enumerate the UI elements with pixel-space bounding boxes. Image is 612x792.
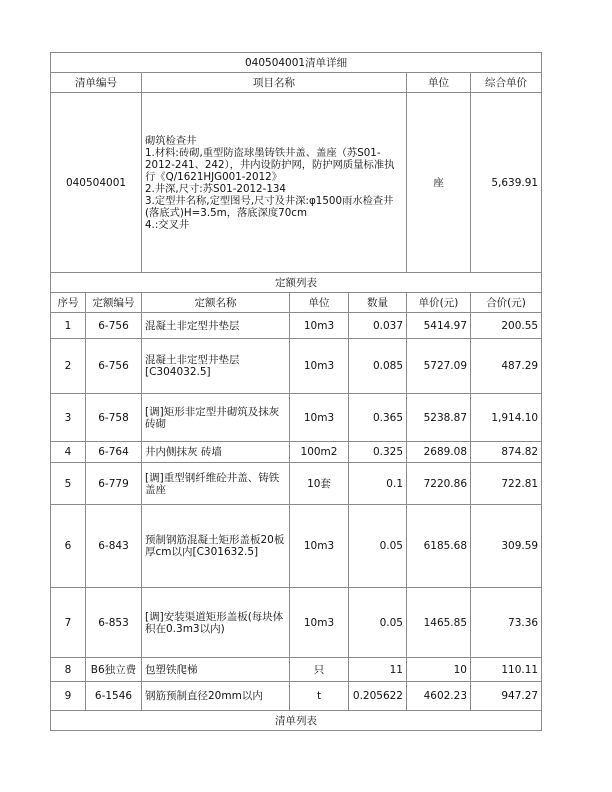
quota-header-unit: 单位	[290, 293, 349, 313]
list-item-row	[51, 93, 542, 273]
row-qty: 11	[349, 658, 407, 682]
desc-line: 4.:交叉井	[145, 218, 190, 231]
row-qty: 0.205622	[349, 682, 407, 711]
row-unit-price: 5727.09	[407, 339, 471, 394]
desc-line: 3.定型井名称,定型图号,尺寸及井深:φ1500雨水检查井(落底式)H=3.5m，落底深度70cm	[145, 194, 394, 219]
row-seq: 5	[51, 463, 86, 505]
quota-header-seq: 序号	[51, 293, 86, 313]
row-seq: 2	[51, 339, 86, 394]
quota-header-total: 合价(元)	[471, 293, 542, 313]
table-footer: 清单列表	[51, 711, 542, 731]
quota-title: 定额列表	[51, 273, 542, 293]
row-unit-price: 4602.23	[407, 682, 471, 711]
row-total: 200.55	[471, 313, 542, 339]
row-qty: 0.037	[349, 313, 407, 339]
row-code: 6-758	[86, 394, 142, 442]
desc-line: 2.井深,尺寸:苏S01-2012-134	[145, 182, 286, 195]
table-row	[51, 339, 542, 394]
row-unit: 只	[290, 658, 349, 682]
row-qty: 0.05	[349, 505, 407, 588]
row-seq: 3	[51, 394, 86, 442]
row-name: [调]安装渠道矩形盖板(每块体积在0.3m3以内)	[142, 588, 290, 658]
row-name: [调]重型钢纤维砼井盖、铸铁盖座	[142, 463, 290, 505]
table-title: 040504001清单详细	[51, 53, 542, 73]
row-unit: 10m3	[290, 394, 349, 442]
list-header-price: 综合单价	[471, 73, 542, 93]
quota-header-unit-price: 单价(元)	[407, 293, 471, 313]
row-unit-price: 6185.68	[407, 505, 471, 588]
table-row	[51, 442, 542, 463]
row-total: 947.27	[471, 682, 542, 711]
row-unit: 10套	[290, 463, 349, 505]
row-total: 110.11	[471, 658, 542, 682]
quota-header-code: 定额编号	[86, 293, 142, 313]
list-header-code: 清单编号	[51, 73, 142, 93]
row-name: 混凝土非定型井垫层 [C304032.5]	[142, 339, 290, 394]
table-row	[51, 658, 542, 682]
row-name: 井内侧抹灰 砖墙	[142, 442, 290, 463]
row-code: 6-853	[86, 588, 142, 658]
row-code: B6独立费	[86, 658, 142, 682]
table-row	[51, 588, 542, 658]
table-row	[51, 463, 542, 505]
row-unit-price: 1465.85	[407, 588, 471, 658]
row-unit: t	[290, 682, 349, 711]
row-qty: 0.365	[349, 394, 407, 442]
row-name: 钢筋预制直径20mm以内	[142, 682, 290, 711]
item-price: 5,639.91	[471, 93, 542, 273]
row-name: 包塑铁爬梯	[142, 658, 290, 682]
row-name: [调]矩形非定型井砌筑及抹灰 砖砌	[142, 394, 290, 442]
row-code: 6-756	[86, 339, 142, 394]
list-header-unit: 单位	[407, 73, 471, 93]
row-qty: 0.05	[349, 588, 407, 658]
row-qty: 0.085	[349, 339, 407, 394]
row-total: 73.36	[471, 588, 542, 658]
row-qty: 0.325	[349, 442, 407, 463]
list-header-name: 项目名称	[142, 73, 407, 93]
row-unit: 100m2	[290, 442, 349, 463]
row-qty: 0.1	[349, 463, 407, 505]
row-total: 309.59	[471, 505, 542, 588]
row-code: 6-1546	[86, 682, 142, 711]
row-total: 487.29	[471, 339, 542, 394]
item-code: 040504001	[51, 93, 142, 273]
row-seq: 6	[51, 505, 86, 588]
row-unit: 10m3	[290, 339, 349, 394]
row-unit-price: 5238.87	[407, 394, 471, 442]
quota-header-qty: 数量	[349, 293, 407, 313]
row-seq: 9	[51, 682, 86, 711]
table-row	[51, 313, 542, 339]
table-row	[51, 682, 542, 711]
row-seq: 4	[51, 442, 86, 463]
row-unit: 10m3	[290, 313, 349, 339]
item-unit: 座	[407, 93, 471, 273]
desc-line: 1.材料:砖砌,重型防盗球墨铸铁井盖、盖座（苏S01-2012-241、242），井内设防护网，防护网质量标准执行《Q/1621HJG001-2012》	[145, 146, 395, 183]
quota-header-name: 定额名称	[142, 293, 290, 313]
detail-table	[50, 52, 542, 731]
row-unit-price: 2689.08	[407, 442, 471, 463]
row-code: 6-779	[86, 463, 142, 505]
row-unit-price: 5414.97	[407, 313, 471, 339]
row-seq: 7	[51, 588, 86, 658]
row-total: 1,914.10	[471, 394, 542, 442]
row-unit-price: 10	[407, 658, 471, 682]
desc-line: 砌筑检查井	[145, 134, 197, 147]
row-unit: 10m3	[290, 505, 349, 588]
table-row	[51, 394, 542, 442]
row-name: 混凝土非定型井垫层	[142, 313, 290, 339]
row-total: 874.82	[471, 442, 542, 463]
table-row	[51, 505, 542, 588]
row-code: 6-843	[86, 505, 142, 588]
row-total: 722.81	[471, 463, 542, 505]
row-code: 6-764	[86, 442, 142, 463]
item-description	[142, 93, 407, 273]
row-seq: 1	[51, 313, 86, 339]
row-unit-price: 7220.86	[407, 463, 471, 505]
row-seq: 8	[51, 658, 86, 682]
row-code: 6-756	[86, 313, 142, 339]
row-name: 预制钢筋混凝土矩形盖板20板厚cm以内[C301632.5]	[142, 505, 290, 588]
row-unit: 10m3	[290, 588, 349, 658]
